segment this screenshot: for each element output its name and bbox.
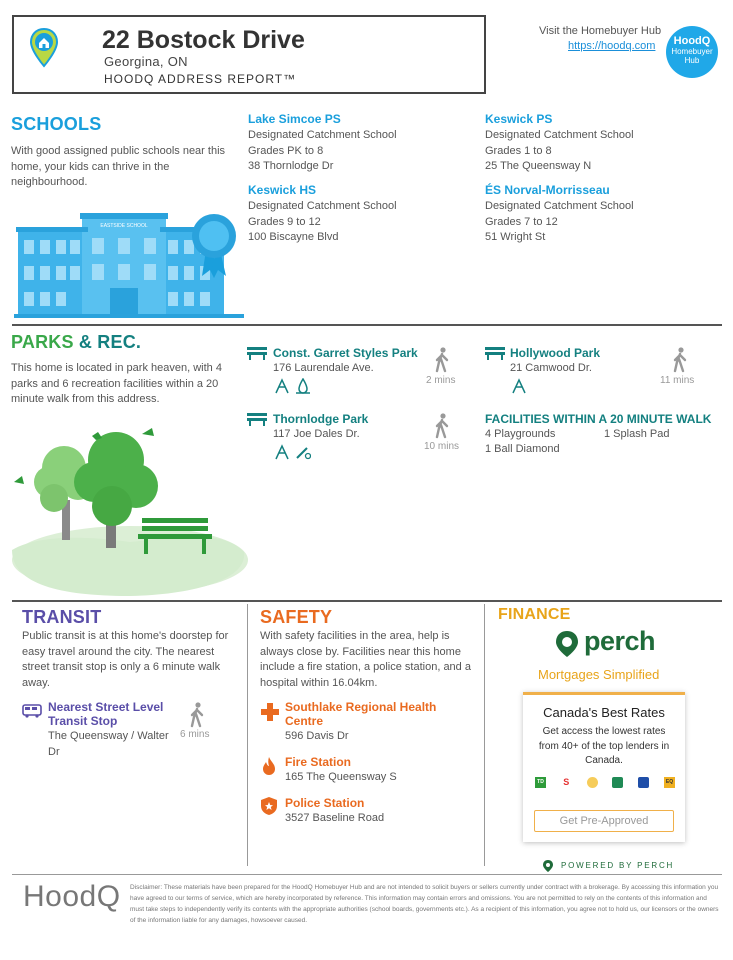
school-type: Designated Catchment School (485, 200, 634, 212)
bank-logo: S (561, 777, 572, 788)
bank-logo (612, 777, 623, 788)
facilities-heading: FACILITIES WITHIN A 20 MINUTE WALK (485, 412, 712, 426)
walking-icon (672, 347, 688, 378)
transit-heading: TRANSIT (22, 607, 102, 627)
safety-facility-address: 165 The Queensway S (285, 771, 397, 783)
walk-time: 11 mins (660, 375, 695, 386)
disclaimer-text: Disclaimer: These materials have been prepared for the HoodQ Homebuyer Hub and are not intended to solicit buyers or sellers currently under contract with a brokerage. By accessing this information you have agreed to our terms of service, which are hereby incorporated by reference. This information may contain errors and omissions. You are not permitted to rely on the contents of this information and must take steps to independently verify its contents with the appropriate authorities (school boards, governments etc.). As a recipient of this information, you agree not to hold us, our licensors or the owners of the information liable for any damages, howsoever caused. (130, 884, 719, 924)
bank-logo-row (535, 777, 675, 788)
bank-logo: EQ (664, 777, 675, 788)
school-grades: Grades 7 to 12 (485, 215, 558, 228)
schools-heading: SCHOOLS (11, 114, 102, 134)
splash-pad-icon (295, 378, 311, 399)
schools-description: With good assigned public schools near this home, your kids can thrive in the neighbourhood. (11, 145, 226, 188)
school-grades: Grades PK to 8 (248, 144, 324, 157)
school-type: Designated Catchment School (248, 200, 397, 212)
badge-subtitle: Homebuyer Hub (671, 47, 713, 65)
rates-card-text: Get access the lowest rates from 40+ of the top lenders in Canada. (538, 726, 670, 766)
playground-icon (274, 378, 290, 399)
hub-promo-text: Visit the Homebuyer Hub (539, 25, 662, 37)
powered-by-perch: POWERED BY PERCH (561, 861, 675, 870)
perch-logo-icon (555, 630, 579, 663)
perch-brand: perch (584, 626, 656, 656)
playground-icon (274, 444, 290, 465)
facility-item: 1 Ball Diamond (485, 443, 560, 455)
school-address: 25 The Queensway N (485, 160, 592, 172)
school-type: Designated Catchment School (248, 129, 397, 141)
school-address: 100 Biscayne Blvd (248, 231, 339, 243)
walking-icon (434, 413, 450, 444)
facility-item: 4 Playgrounds (485, 428, 556, 440)
safety-heading: SAFETY (260, 607, 333, 627)
park-address: 176 Laurendale Ave. (273, 362, 374, 374)
bench-icon (247, 346, 267, 365)
playground-icon (511, 378, 527, 399)
school-address: 51 Wright St (485, 231, 546, 243)
walk-time: 2 mins (426, 375, 456, 386)
school-building-illustration (14, 208, 244, 325)
ball-diamond-icon (295, 444, 311, 465)
school-name[interactable]: Keswick PS (485, 112, 553, 126)
school-type: Designated Catchment School (485, 129, 634, 141)
column-divider (484, 604, 485, 866)
transit-stop-name: The Queensway / Walter Dr (48, 730, 169, 758)
walking-icon (434, 347, 450, 378)
safety-facility-name[interactable]: Southlake Regional Health Centre (285, 700, 437, 728)
safety-facility-address: 596 Davis Dr (285, 730, 349, 742)
hoodq-hub-badge[interactable] (666, 26, 718, 78)
school-entry (485, 112, 634, 175)
walk-time: 6 mins (180, 729, 210, 740)
home-pin-icon (30, 28, 58, 73)
police-badge-icon (261, 797, 277, 820)
parks-heading (11, 332, 141, 353)
park-illustration (12, 420, 248, 601)
school-sign: EASTSIDE SCHOOL (100, 223, 148, 229)
park-name[interactable]: Hollywood Park (510, 346, 601, 360)
transit-description: Public transit is at this home's doorstep for easy travel around the city. The nearest street transit stop is only a 6 minute walk away. (22, 630, 229, 689)
get-pre-approved-button[interactable]: Get Pre-Approved (534, 810, 674, 832)
hospital-icon (261, 703, 279, 726)
school-address: 38 Thornlodge Dr (248, 160, 334, 172)
park-name[interactable]: Const. Garret Styles Park (273, 346, 418, 360)
park-address: 21 Camwood Dr. (510, 362, 592, 374)
bank-logo: TD (535, 777, 546, 788)
school-entry (248, 112, 397, 175)
safety-facility-address: 3527 Baseline Road (285, 812, 385, 824)
transit-stop-title[interactable]: Nearest Street Level Transit Stop (48, 700, 164, 728)
hoodq-footer-logo: HoodQ (23, 880, 121, 913)
school-grades: Grades 1 to 8 (485, 144, 552, 157)
report-label: HOODQ ADDRESS REPORT™ (104, 72, 297, 86)
park-name[interactable]: Thornlodge Park (273, 412, 369, 426)
section-divider (12, 324, 722, 326)
address-title: 22 Bostock Drive (102, 26, 305, 54)
park-address: 117 Joe Dales Dr. (273, 428, 360, 440)
parks-description: This home is located in park heaven, with 4 parks and 6 recreation facilities within a 20 minute walk from this address. (11, 362, 222, 405)
school-grades: Grades 9 to 12 (248, 215, 321, 228)
bank-logo (587, 777, 598, 788)
bench-icon (247, 412, 267, 431)
safety-facility-name[interactable]: Fire Station (285, 755, 352, 769)
column-divider (247, 604, 248, 866)
school-name[interactable]: Lake Simcoe PS (248, 112, 341, 126)
hub-link[interactable]: https://hoodq.com (568, 40, 656, 52)
school-name[interactable]: Keswick HS (248, 183, 317, 197)
rates-card-title: Canada's Best Rates (543, 705, 665, 720)
school-name[interactable]: ÉS Norval-Morrisseau (485, 183, 610, 197)
perch-tagline: Mortgages Simplified (538, 667, 660, 682)
address-city: Georgina, ON (104, 54, 188, 69)
bench-icon (485, 346, 505, 365)
walk-time: 10 mins (424, 441, 460, 452)
parks-heading-b: & REC. (78, 332, 142, 352)
fire-icon (262, 756, 276, 781)
school-entry (248, 183, 397, 246)
bank-logo (638, 777, 649, 788)
badge-brand: HoodQ (673, 35, 711, 47)
school-entry (485, 183, 634, 246)
bus-icon (22, 704, 42, 723)
finance-heading: FINANCE (498, 606, 571, 623)
safety-description: With safety facilities in the area, help is always close by. Facilities near this home include a fire station, a police station, and a hospital within 16.04km. (260, 630, 471, 689)
section-divider (12, 600, 722, 602)
footer-divider (12, 874, 722, 875)
facility-item: 1 Splash Pad (604, 428, 670, 440)
parks-heading-a: PARKS (11, 332, 74, 352)
safety-facility-name[interactable]: Police Station (285, 796, 365, 810)
